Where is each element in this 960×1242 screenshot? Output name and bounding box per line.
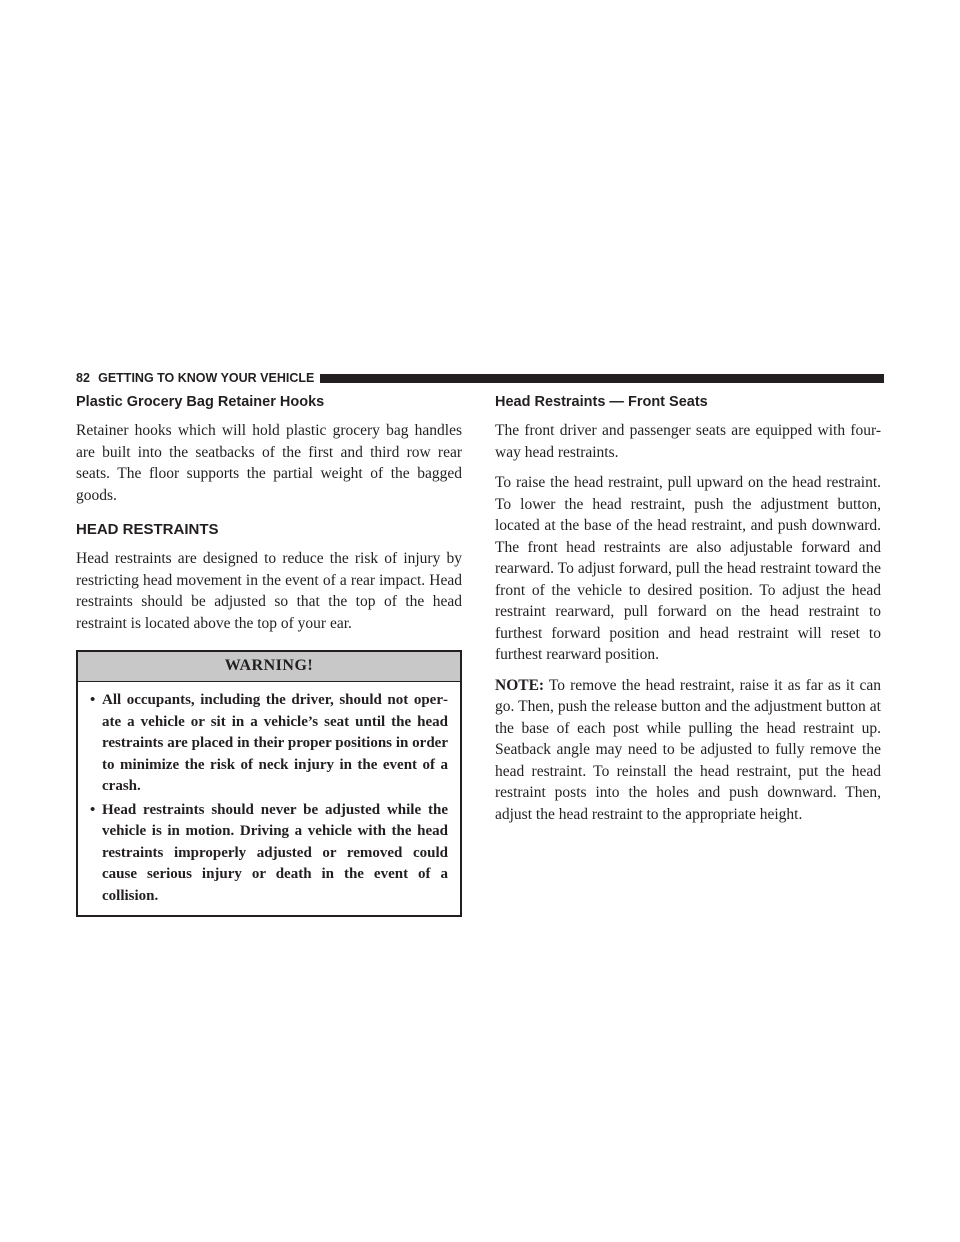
running-header — [76, 369, 884, 387]
warning-title: WARNING! — [78, 652, 460, 682]
warning-item-text: Head restraints should never be adjusted while the vehicle is in motion. Driving a vehicle with the head restraints improperly adjusted or removed could cause serious injury or death in the event of a collision. — [102, 801, 448, 904]
page-number: 82 — [76, 371, 91, 385]
hooks-heading: Plastic Grocery Bag Retainer Hooks — [76, 394, 325, 410]
bullet-icon: • — [90, 692, 96, 708]
front-seats-heading: Head Restraints — Front Seats — [495, 394, 708, 410]
header-rule — [320, 374, 884, 383]
front-seats-intro: The front driver and passenger seats are equipped with four-way head restraints. — [495, 422, 881, 461]
adjustment-paragraph: To raise the head restraint, pull upward on the head restraint. To lower the head restraint, push the adjustment button, located at the base of the head restraint, and push downward. The front head restraints are also adjustable forward and rearward. To adjust forward, pull the head restraint toward the front of the vehicle to desired position. To adjust the head restraint rearward, pull forward on the head restraint to furthest forward position and head restraint will reset to furthest rearward position. — [495, 474, 881, 663]
note-text: To remove the head restraint, raise it as far as it can go. Then, push the release button and the adjustment button at the base of each post while pulling the head restraint up. Seatback angle may need to be adjusted to fully remove the head restraint. To reinstall the head restraint, put the head restraint posts into the holes and push downward. Then, adjust the head restraint to the appropriate height. — [495, 676, 881, 823]
head-restraints-heading: HEAD RESTRAINTS — [76, 521, 219, 538]
warning-item — [90, 690, 448, 798]
section-title: GETTING TO KNOW YOUR VEHICLE — [98, 371, 315, 385]
hooks-paragraph: Retainer hooks which will hold plastic grocery bag handles are built into the seatbacks of the first and third row rear seats. The floor supports the partial weight of the bagged goods. — [76, 422, 462, 504]
bullet-icon: • — [90, 801, 96, 818]
head-restraints-paragraph: Head restraints are designed to reduce the risk of injury by restricting head movement in the event of a rear impact. Head restraints should be adjusted so that the top of the head restraint is located above the top of your ear. — [76, 550, 462, 632]
warning-item — [90, 800, 448, 908]
note-label: NOTE: — [495, 676, 545, 694]
note-paragraph — [495, 675, 881, 826]
right-column — [495, 392, 881, 834]
warning-box — [76, 650, 462, 917]
warning-item-text: All occupants, including the driver, should not operate a vehicle or sit in a vehicle’s seat until the head restraints are placed in their proper positions in order to minimize the risk of neck injury in the event of a crash. — [102, 692, 448, 794]
warning-list — [78, 682, 460, 915]
left-column — [76, 392, 462, 917]
